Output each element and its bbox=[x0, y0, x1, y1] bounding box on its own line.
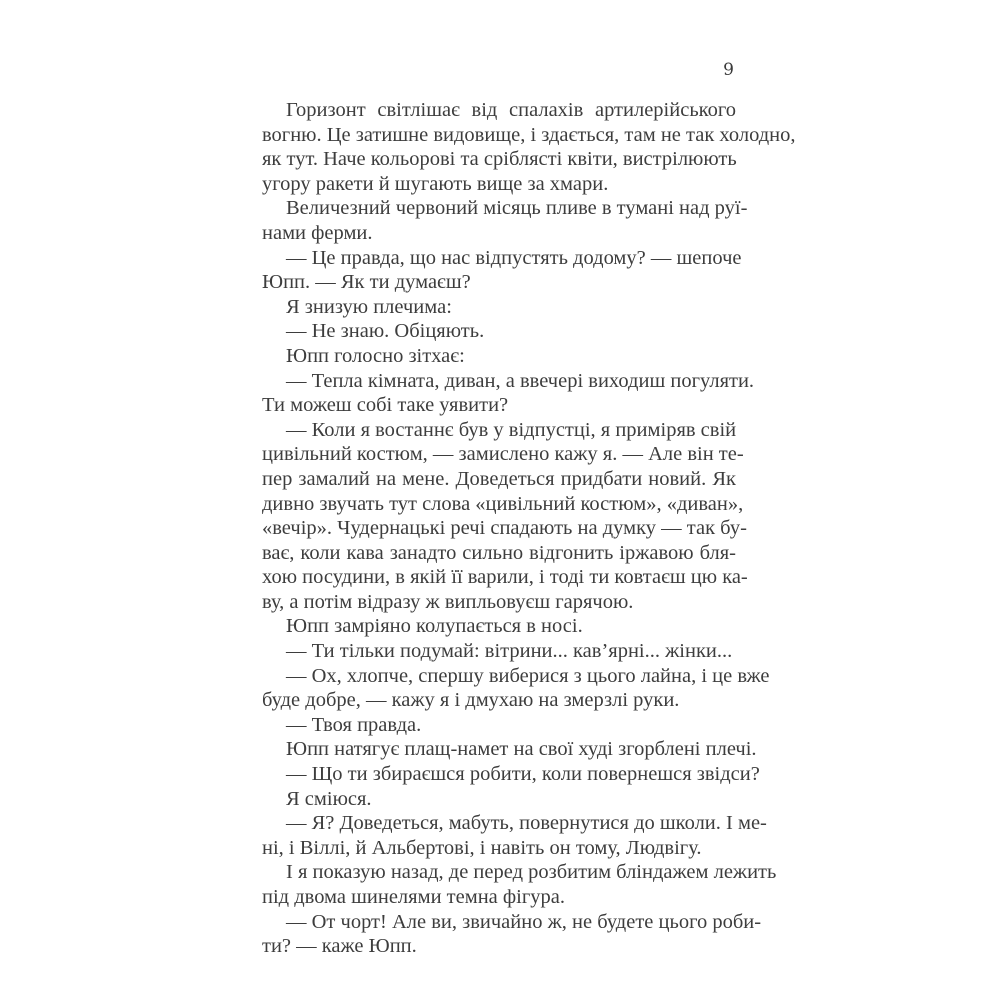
text-line: пер замалий на мене. Доведеться придбати новий. Як bbox=[262, 467, 736, 490]
text-line: Юпп замріяно колупається в носі. bbox=[286, 615, 583, 638]
text-line: — Ти тільки подумай: вітрини... кав’ярні... жінки... bbox=[286, 640, 733, 663]
text-line: ває, коли кава занадто сильно відгонить іржавою бля- bbox=[262, 541, 736, 564]
text-line: — Що ти збираєшся робити, коли повернешся звідси? bbox=[286, 763, 760, 786]
page-number: 9 bbox=[723, 60, 734, 80]
text-line: Юпп. — Як ти думаєш? bbox=[262, 271, 471, 294]
text-line: Ти можеш собі таке уявити? bbox=[262, 394, 509, 417]
text-line: «вечір». Чудернацькі речі спадають на думку — так бу- bbox=[262, 517, 747, 540]
text-line: хою посудини, в якій її варили, і тоді ти ковтаєш цю ка- bbox=[262, 566, 748, 589]
text-line: — Коли я востаннє був у відпустці, я приміряв свій bbox=[286, 418, 737, 441]
text-line: — Це правда, що нас відпустять додому? — шепоче bbox=[286, 246, 742, 269]
text-line: угору ракети й шугають вище за хмари. bbox=[262, 172, 609, 195]
text-line: — Ох, хлопче, спершу виберися з цього лайна, і це вже bbox=[286, 664, 770, 687]
text-line: вогню. Це затишне видовище, і здається, там не так холодно, bbox=[262, 123, 796, 146]
text-line: І я показую назад, де перед розбитим бліндажем лежить bbox=[286, 861, 777, 884]
text-line: — От чорт! Але ви, звичайно ж, не будете цього роби- bbox=[286, 910, 762, 933]
text-line: Я сміюся. bbox=[286, 787, 372, 810]
text-line: Юпп натягує плащ-намет на свої худі згорблені плечі. bbox=[286, 738, 757, 761]
text-line: ні, і Віллі, й Альбертові, і навіть он тому, Людвігу. bbox=[262, 836, 702, 859]
body-text bbox=[262, 98, 796, 959]
text-line: — Твоя правда. bbox=[286, 713, 422, 736]
text-line: під двома шинелями темна фігура. bbox=[262, 886, 565, 908]
text-line: Юпп голосно зітхає: bbox=[286, 344, 465, 367]
text-line: дивно звучать тут слова «цивільний костюм», «диван», bbox=[262, 492, 744, 515]
text-line: Горизонт світлішає від спалахів артилерійського bbox=[286, 99, 736, 121]
text-line: ву, а потім відразу ж випльовуєш гарячою. bbox=[262, 590, 634, 613]
text-line: — Не знаю. Обіцяють. bbox=[286, 320, 485, 343]
text-line: буде добре, — кажу я і дмухаю на змерзлі руки. bbox=[262, 689, 680, 712]
text-line: Я знизую плечима: bbox=[286, 295, 452, 318]
text-line: нами ферми. bbox=[262, 221, 373, 244]
text-line: — Тепла кімната, диван, а ввечері виходиш погуляти. bbox=[286, 369, 755, 392]
text-line: — Я? Доведеться, мабуть, повернутися до школи. І ме- bbox=[286, 812, 767, 835]
text-line: Величезний червоний місяць пливе в тумані над руї- bbox=[286, 197, 748, 220]
text-line: цивільний костюм, — замислено кажу я. — Але він те- bbox=[262, 443, 744, 466]
text-line: як тут. Наче кольорові та сріблясті квіти, вистрілюють bbox=[262, 148, 737, 171]
text-line: ти? — каже Юпп. bbox=[262, 935, 417, 958]
